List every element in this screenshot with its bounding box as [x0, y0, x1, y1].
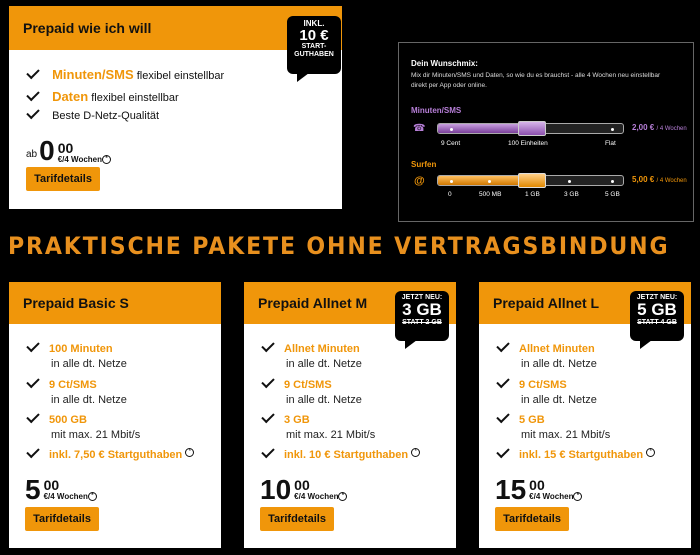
- price-cents: 00: [529, 477, 545, 493]
- plan-feature: [262, 448, 420, 463]
- plan-feature: [497, 342, 597, 372]
- data-slider[interactable]: [437, 175, 624, 186]
- card-header: [9, 282, 221, 324]
- minutes-slider-handle[interactable]: [518, 121, 546, 136]
- check-icon: [496, 410, 509, 423]
- tarifdetails-button[interactable]: Tarifdetails: [260, 507, 334, 531]
- price-main: 5: [25, 474, 41, 505]
- data-tick-label: 500 MB: [479, 191, 502, 198]
- feature-sub: in alle dt. Netze: [51, 358, 127, 370]
- feature-highlight: Daten: [52, 89, 89, 104]
- feature-highlight: 9 Ct/SMS: [519, 379, 567, 391]
- feature-sub: mit max. 21 Mbit/s: [51, 429, 141, 441]
- tarifdetails-button[interactable]: Tarifdetails: [25, 507, 99, 531]
- plan-card: [244, 282, 456, 548]
- data-tick: [568, 180, 571, 183]
- footnote-icon: *: [102, 155, 111, 164]
- data-tick-label: 1 GB: [525, 191, 540, 198]
- footnote-icon: *: [411, 448, 420, 457]
- feature-highlight: 5 GB: [519, 414, 545, 426]
- minutes-period: / 4 Wochen: [656, 126, 687, 132]
- check-icon: [496, 445, 509, 458]
- feature-sub: in alle dt. Netze: [286, 394, 362, 406]
- check-icon: [26, 88, 39, 101]
- price-cents: 00: [57, 140, 74, 156]
- footnote-icon: *: [338, 492, 347, 501]
- data-tick-label: 3 GB: [564, 191, 579, 198]
- price-block: [495, 475, 582, 505]
- badge-line-2: 10 €: [299, 27, 329, 44]
- feature-text: flexibel einstellbar: [136, 70, 225, 82]
- footnote-icon: *: [573, 492, 582, 501]
- data-label: Surfen: [411, 160, 437, 169]
- plan-feature: [27, 378, 127, 408]
- check-icon: [26, 375, 39, 388]
- badge-line-2: 3 GB: [402, 300, 442, 319]
- feature-highlight: inkl. 7,50 € Startguthaben: [49, 449, 183, 461]
- badge-line-3: STATT 4 GB: [637, 319, 677, 326]
- footnote-icon: *: [88, 492, 97, 501]
- check-icon: [26, 66, 39, 79]
- minutes-tick: [611, 128, 614, 131]
- prepaid-wie-ich-will-card: [9, 6, 342, 209]
- feature-highlight: 100 Minuten: [49, 343, 113, 355]
- minutes-tick-label: Flat: [605, 140, 616, 147]
- feature-highlight: Minuten/SMS: [52, 67, 134, 82]
- tarifdetails-button[interactable]: Tarifdetails: [26, 167, 100, 191]
- data-tick-label: 0: [448, 191, 452, 198]
- data-tick-label: 5 GB: [605, 191, 620, 198]
- mix-desc-line-1: Mix dir Minuten/SMS und Daten, so wie du es brauchst - alle 4 Wochen neu einstellbar: [411, 72, 661, 79]
- price-block: [25, 475, 97, 505]
- plan-feature: [262, 413, 375, 443]
- feature-item: [27, 110, 159, 122]
- feature-sub: in alle dt. Netze: [51, 394, 127, 406]
- check-icon: [261, 339, 274, 352]
- footnote-icon: *: [646, 448, 655, 457]
- badge-line-4: GUTHABEN: [294, 51, 334, 58]
- phone-icon: ☎: [413, 123, 426, 134]
- check-icon: [26, 410, 39, 423]
- plan-feature: [262, 342, 362, 372]
- minutes-price-value: 2,00 €: [632, 123, 655, 132]
- check-icon: [261, 375, 274, 388]
- plan-card: [479, 282, 691, 548]
- feature-sub: in alle dt. Netze: [521, 394, 597, 406]
- plan-feature: [497, 448, 655, 463]
- data-slider-handle[interactable]: [518, 173, 546, 188]
- minutes-tick-label: 9 Cent: [441, 140, 461, 147]
- price-main: 10: [260, 474, 292, 505]
- section-headline: PRAKTISCHE PAKETE OHNE VERTRAGSBINDUNG: [8, 232, 670, 260]
- price-main: 0: [39, 135, 55, 166]
- feature-highlight: inkl. 15 € Startguthaben: [519, 449, 644, 461]
- minutes-tick-label: 100 Einheiten: [508, 140, 548, 147]
- badge-line-1: INKL.: [303, 19, 325, 28]
- check-icon: [261, 445, 274, 458]
- price-cents: 00: [43, 477, 60, 493]
- badge-line-3: STATT 2 GB: [402, 319, 442, 326]
- feature-item: [27, 89, 179, 104]
- data-price-value: 5,00 €: [632, 175, 655, 184]
- start-credit-badge: [287, 16, 341, 74]
- minutes-price: [632, 123, 687, 132]
- feature-item: [27, 67, 224, 82]
- data-tick: [611, 180, 614, 183]
- minutes-label: Minuten/SMS: [411, 106, 462, 115]
- price-prefix: ab: [26, 149, 38, 160]
- feature-highlight: Allnet Minuten: [519, 343, 595, 355]
- check-icon: [26, 339, 39, 352]
- feature-sub: in alle dt. Netze: [286, 358, 362, 370]
- plan-feature: [27, 448, 194, 463]
- check-icon: [26, 445, 39, 458]
- plan-feature: [27, 413, 140, 443]
- price-unit: €/4 Wochen: [43, 492, 88, 501]
- feature-text: Beste D-Netz-Qualität: [52, 110, 160, 122]
- new-volume-badge: [630, 291, 684, 341]
- check-icon: [496, 375, 509, 388]
- feature-sub: in alle dt. Netze: [521, 358, 597, 370]
- badge-line-1: JETZT NEU:: [401, 294, 443, 301]
- badge-line-1: JETZT NEU:: [636, 294, 678, 301]
- plan-title: Prepaid Allnet M: [258, 295, 368, 311]
- new-volume-badge: [395, 291, 449, 341]
- price-block: [260, 475, 347, 505]
- feature-text: flexibel einstellbar: [91, 92, 179, 104]
- data-tick: [488, 180, 491, 183]
- price-main: 15: [495, 474, 527, 505]
- plan-feature: [27, 342, 127, 372]
- feature-sub: mit max. 21 Mbit/s: [286, 429, 376, 441]
- mix-desc-line-2: direkt per App oder online.: [411, 82, 487, 89]
- wunschmix-panel: [398, 42, 694, 222]
- feature-sub: mit max. 21 Mbit/s: [521, 429, 611, 441]
- check-icon: [26, 106, 39, 119]
- footnote-icon: *: [185, 448, 194, 457]
- price-unit: €/4 Wochen: [529, 492, 574, 501]
- feature-highlight: inkl. 10 € Startguthaben: [284, 449, 409, 461]
- minutes-tick: [450, 128, 453, 131]
- feature-highlight: 500 GB: [49, 414, 87, 426]
- data-period: / 4 Wochen: [656, 178, 687, 184]
- plan-feature: [262, 378, 362, 408]
- price-cents: 00: [294, 477, 310, 493]
- feature-highlight: 3 GB: [284, 414, 310, 426]
- badge-line-3: START-: [301, 43, 327, 50]
- badge-line-2: 5 GB: [637, 300, 677, 319]
- check-icon: [261, 410, 274, 423]
- at-icon: @: [414, 175, 425, 187]
- data-price: [632, 175, 687, 184]
- feature-highlight: 9 Ct/SMS: [284, 379, 332, 391]
- plan-title: Prepaid Allnet L: [493, 295, 600, 311]
- minutes-slider[interactable]: [437, 123, 624, 134]
- plan-feature: [497, 378, 597, 408]
- plan-card: [9, 282, 221, 548]
- data-tick: [450, 180, 453, 183]
- price-unit: €/4 Wochen: [294, 492, 339, 501]
- price-unit: €/4 Wochen: [57, 155, 103, 164]
- feature-highlight: 9 Ct/SMS: [49, 379, 97, 391]
- price-block: [26, 135, 111, 166]
- check-icon: [496, 339, 509, 352]
- plan-title: Prepaid Basic S: [23, 295, 129, 311]
- mix-description: [411, 71, 693, 91]
- card-title: Prepaid wie ich will: [23, 20, 152, 36]
- feature-highlight: Allnet Minuten: [284, 343, 360, 355]
- mix-title: Dein Wunschmix:: [411, 59, 478, 68]
- tarifdetails-button[interactable]: Tarifdetails: [495, 507, 569, 531]
- plan-feature: [497, 413, 610, 443]
